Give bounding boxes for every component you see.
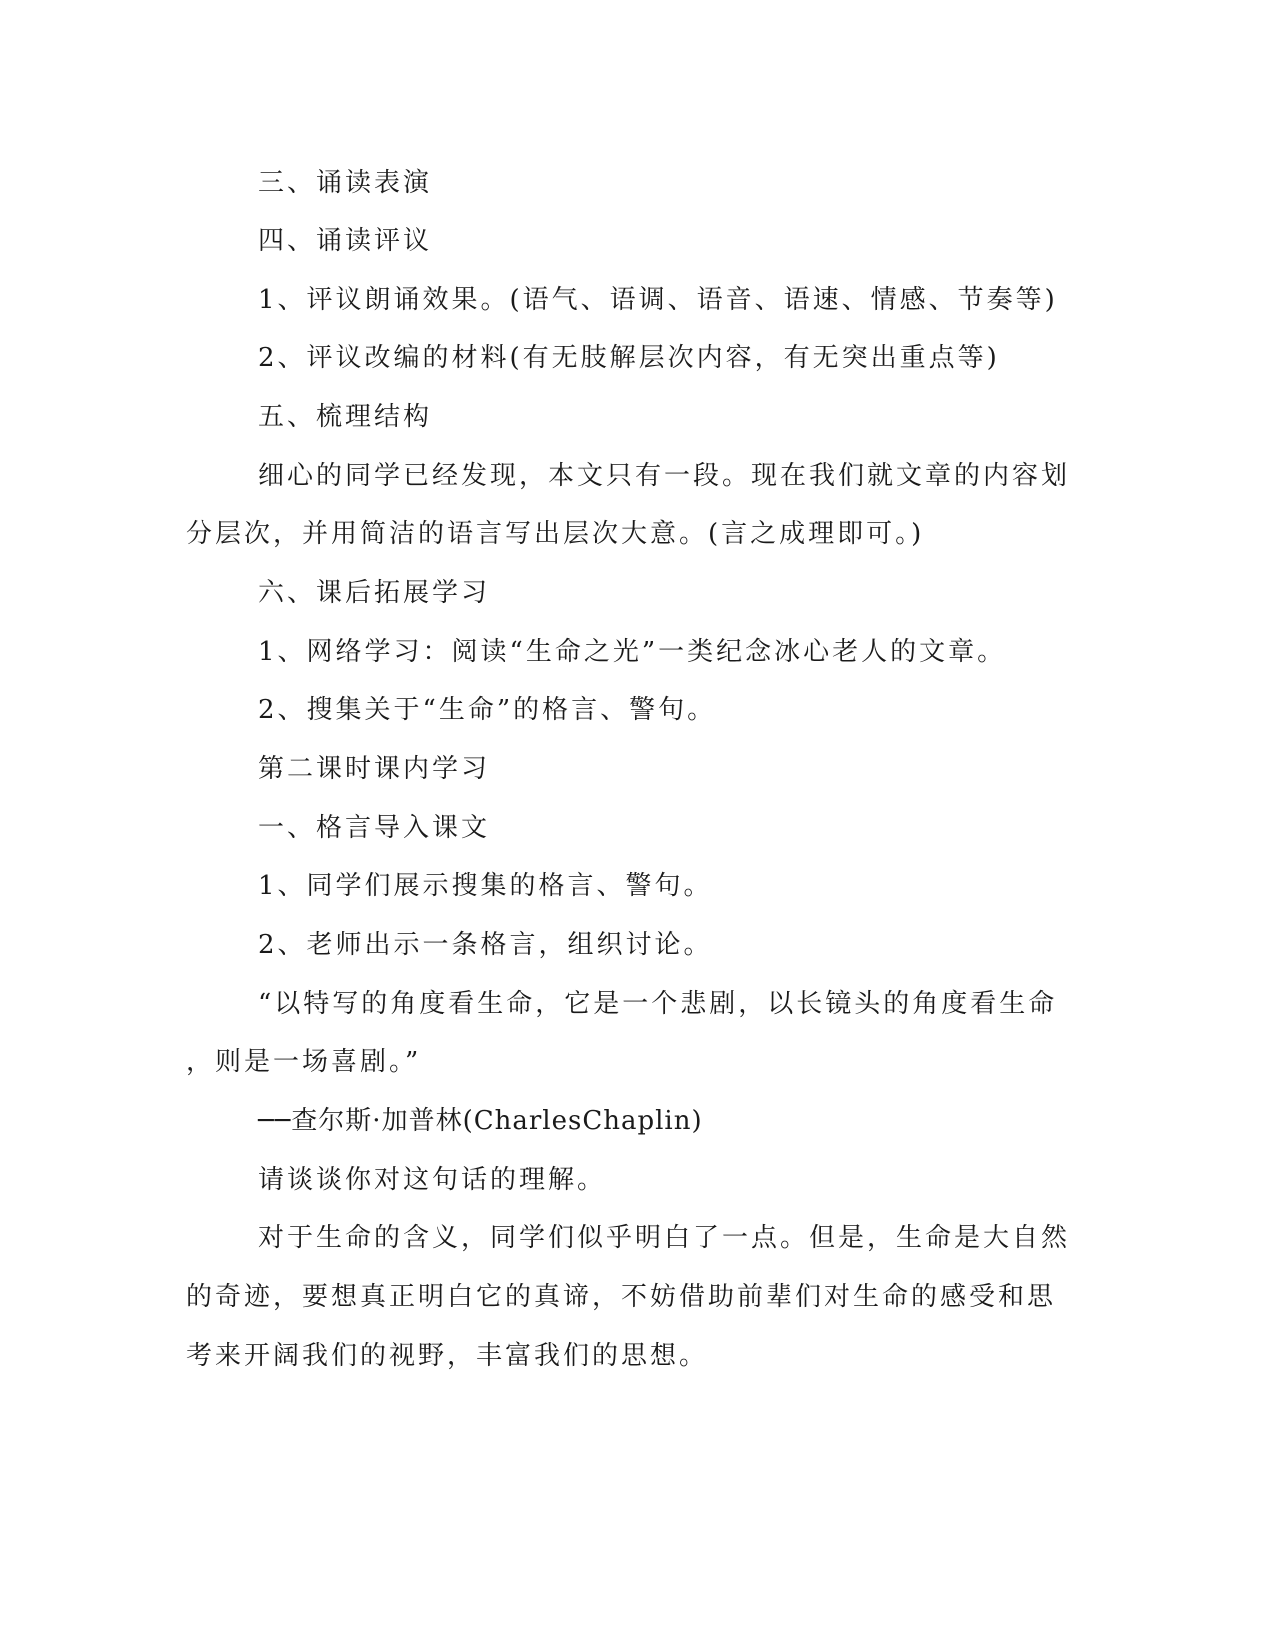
heading-extension: 六、课后拓展学习 (258, 578, 491, 608)
heading-second-lesson: 第二课时课内学习 (258, 754, 491, 784)
closing-paragraph-line-3: 考来开阔我们的视野，丰富我们的思想。 (186, 1341, 709, 1371)
quote-line-2: ，则是一场喜剧。” (186, 1047, 422, 1077)
quote-attribution: ──查尔斯·加普林(CharlesChaplin) (258, 1106, 703, 1136)
quote-line-1: “以特写的角度看生命，它是一个悲剧，以长镜头的角度看生命 (258, 989, 1058, 1019)
extension-item-1: 1、网络学习：阅读“生命之光”一类纪念冰心老人的文章。 (258, 637, 1007, 667)
discussion-prompt: 请谈谈你对这句话的理解。 (258, 1165, 607, 1195)
extension-item-2: 2、搜集关于“生命”的格言、警句。 (258, 695, 717, 725)
closing-paragraph-line-1: 对于生命的含义，同学们似乎明白了一点。但是，生命是大自然 (258, 1223, 1071, 1253)
heading-recitation-performance: 三、诵读表演 (258, 168, 433, 198)
heading-recitation-review: 四、诵读评议 (258, 226, 433, 256)
closing-paragraph-line-2: 的奇迹，要想真正明白它的真谛，不妨借助前辈们对生命的感受和思 (186, 1282, 1057, 1312)
motto-item-1: 1、同学们展示搜集的格言、警句。 (258, 871, 713, 901)
structure-paragraph-line-2: 分层次，并用简洁的语言写出层次大意。(言之成理即可。) (186, 519, 925, 549)
motto-item-2: 2、老师出示一条格言，组织讨论。 (258, 930, 713, 960)
heading-motto-intro: 一、格言导入课文 (258, 813, 491, 843)
review-item-1: 1、评议朗诵效果。(语气、语调、语音、语速、情感、节奏等) (258, 285, 1058, 315)
review-item-2: 2、评议改编的材料(有无肢解层次内容，有无突出重点等) (258, 343, 1000, 373)
structure-paragraph-line-1: 细心的同学已经发现，本文只有一段。现在我们就文章的内容划 (258, 461, 1071, 491)
heading-structure: 五、梳理结构 (258, 402, 433, 432)
